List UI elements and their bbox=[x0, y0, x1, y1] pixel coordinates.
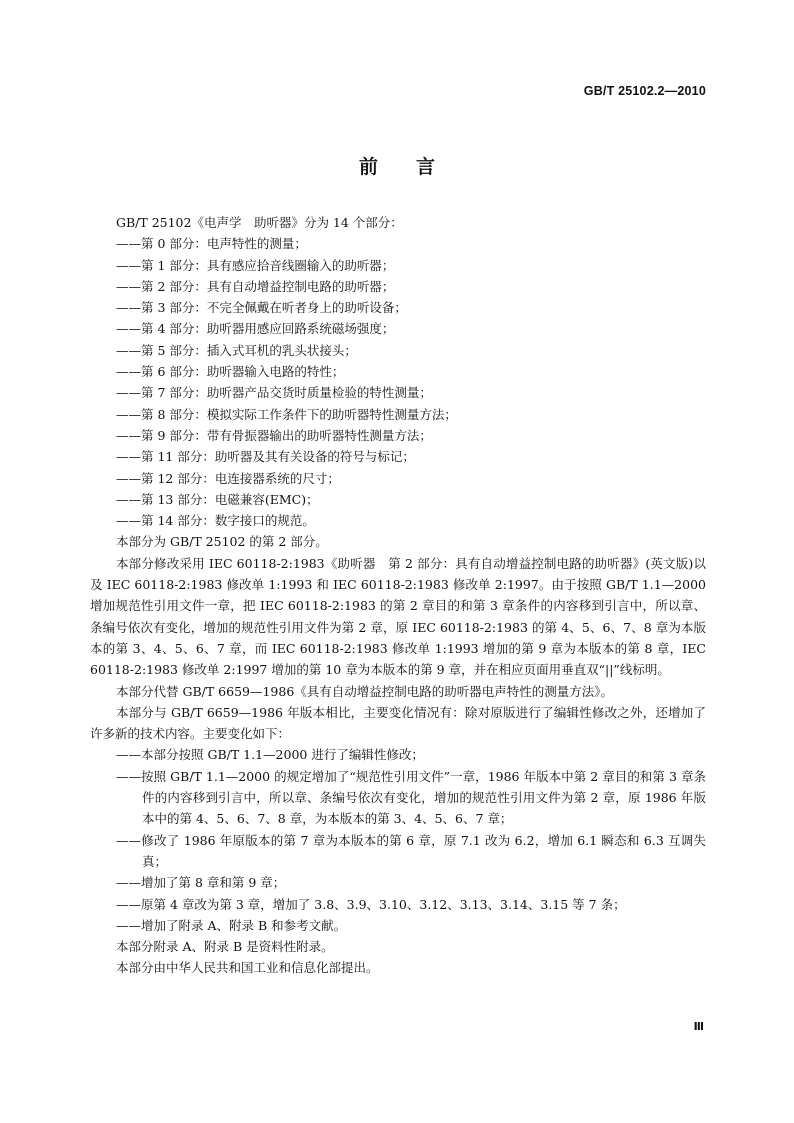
paragraph-adoption: 本部分修改采用 IEC 60118-2:1983《助听器 第 2 部分：具有自动增益控制电路的助听器》(英文版)以及 IEC 60118-2:1983 修改单 1:1993 和 IEC 60118-2:1983 修改单 2:1997。由于按照 GB/T 1.1—2000 增加规范性引用文件一章，把 IEC 60118-2:1983 的第 2 章目的和第 3 章条件的内容移到引言中，所以章、条编号依次有变化，增加的规范性引用文件为第 2 章，原 IEC 60118-2:1983 的第 4、5、6、7、8 章为本版本的第 3、4、5、6、7 章，而 IEC 60118-2:1983 修改单 1:1993 增加的第 9 章为本版本的第 8 章，IEC 60118-2:1983 修改单 2:1997 增加的第 10 章为本版本的第 9 章，并在相应页面用垂直双“||”线标明。 bbox=[90, 555, 706, 678]
list-item-change-2: ——按照 GB/T 1.1—2000 的规定增加了“规范性引用文件”一章，1986 年版本中第 2 章目的和第 3 章条件的内容移到引言中，所以章、条编号依次有变化，增加的规范性引用文件为第 2 章，原 1986 年版本中的第 4、5、6、7、8 章，为本版本的第 3、4、5、6、7 章； bbox=[116, 768, 706, 827]
list-item-part-13: ——第 13 部分：电磁兼容(EMC)； bbox=[116, 491, 319, 507]
list-item-change-4: ——增加了第 8 章和第 9 章； bbox=[116, 875, 286, 891]
list-item-change-6: ——增加了附录 A、附录 B 和参考文献。 bbox=[116, 917, 347, 933]
page-title: 前言 bbox=[358, 156, 473, 178]
list-item-part-4: ——第 4 部分：助听器用感应回路系统磁场强度； bbox=[116, 321, 395, 337]
list-item-change-1: ——本部分按照 GB/T 1.1—2000 进行了编辑性修改； bbox=[116, 747, 424, 763]
list-item-part-9: ——第 9 部分：带有骨振器输出的助听器特性测量方法； bbox=[116, 427, 432, 443]
list-item-part-8: ——第 8 部分：模拟实际工作条件下的助听器特性测量方法； bbox=[116, 406, 457, 422]
list-item-part-3: ——第 3 部分：不完全佩戴在听者身上的助听设备； bbox=[116, 300, 407, 316]
paragraph-proposer: 本部分由中华人民共和国工业和信息化部提出。 bbox=[116, 960, 379, 976]
preface-body bbox=[90, 212, 706, 979]
paragraph-changes-intro: 本部分与 GB/T 6659—1986 年版本相比，主要变化情况有：除对原版进行了编辑性修改之外，还增加了许多新的技术内容。主要变化如下： bbox=[90, 704, 706, 742]
list-item-part-6: ——第 6 部分：助听器输入电路的特性； bbox=[116, 364, 345, 380]
list-item-part-11: ——第 11 部分：助听器及其有关设备的符号与标记； bbox=[116, 449, 415, 465]
list-item-change-5: ——原第 4 章改为第 3 章，增加了 3.8、3.9、3.10、3.12、3.13、3.14、3.15 等 7 条； bbox=[116, 896, 626, 912]
paragraph-replacement: 本部分代替 GB/T 6659—1986《具有自动增益控制电路的助听器电声特性的测量方法》。 bbox=[116, 683, 614, 699]
list-item-change-3: ——修改了 1986 年原版本的第 7 章为本版本的第 6 章，原 7.1 改为 6.2，增加 6.1 瞬态和 6.3 互调失真； bbox=[116, 832, 706, 869]
list-item-part-7: ——第 7 部分：助听器产品交货时质量检验的特性测量； bbox=[116, 385, 432, 401]
document-id: GB/T 25102.2—2010 bbox=[583, 84, 706, 98]
page-number: Ⅲ bbox=[693, 1021, 704, 1033]
list-item-part-1: ——第 1 部分：具有感应拾音线圈输入的助听器； bbox=[116, 257, 395, 273]
list-item-part-12: ——第 12 部分：电连接器系统的尺寸； bbox=[116, 470, 340, 486]
list-item-part-14: ——第 14 部分：数字接口的规范。 bbox=[116, 513, 315, 529]
paragraph-part-statement: 本部分为 GB/T 25102 的第 2 部分。 bbox=[116, 534, 328, 550]
list-item-part-2: ——第 2 部分：具有自动增益控制电路的助听器； bbox=[116, 278, 395, 294]
list-item-part-0: ——第 0 部分：电声特性的测量； bbox=[116, 236, 307, 252]
paragraph-annexes: 本部分附录 A、附录 B 是资料性附录。 bbox=[116, 939, 334, 955]
paragraph-parts-intro: GB/T 25102《电声学 助听器》分为 14 个部分： bbox=[116, 215, 403, 230]
list-item-part-5: ——第 5 部分：插入式耳机的乳头状接头； bbox=[116, 342, 357, 358]
